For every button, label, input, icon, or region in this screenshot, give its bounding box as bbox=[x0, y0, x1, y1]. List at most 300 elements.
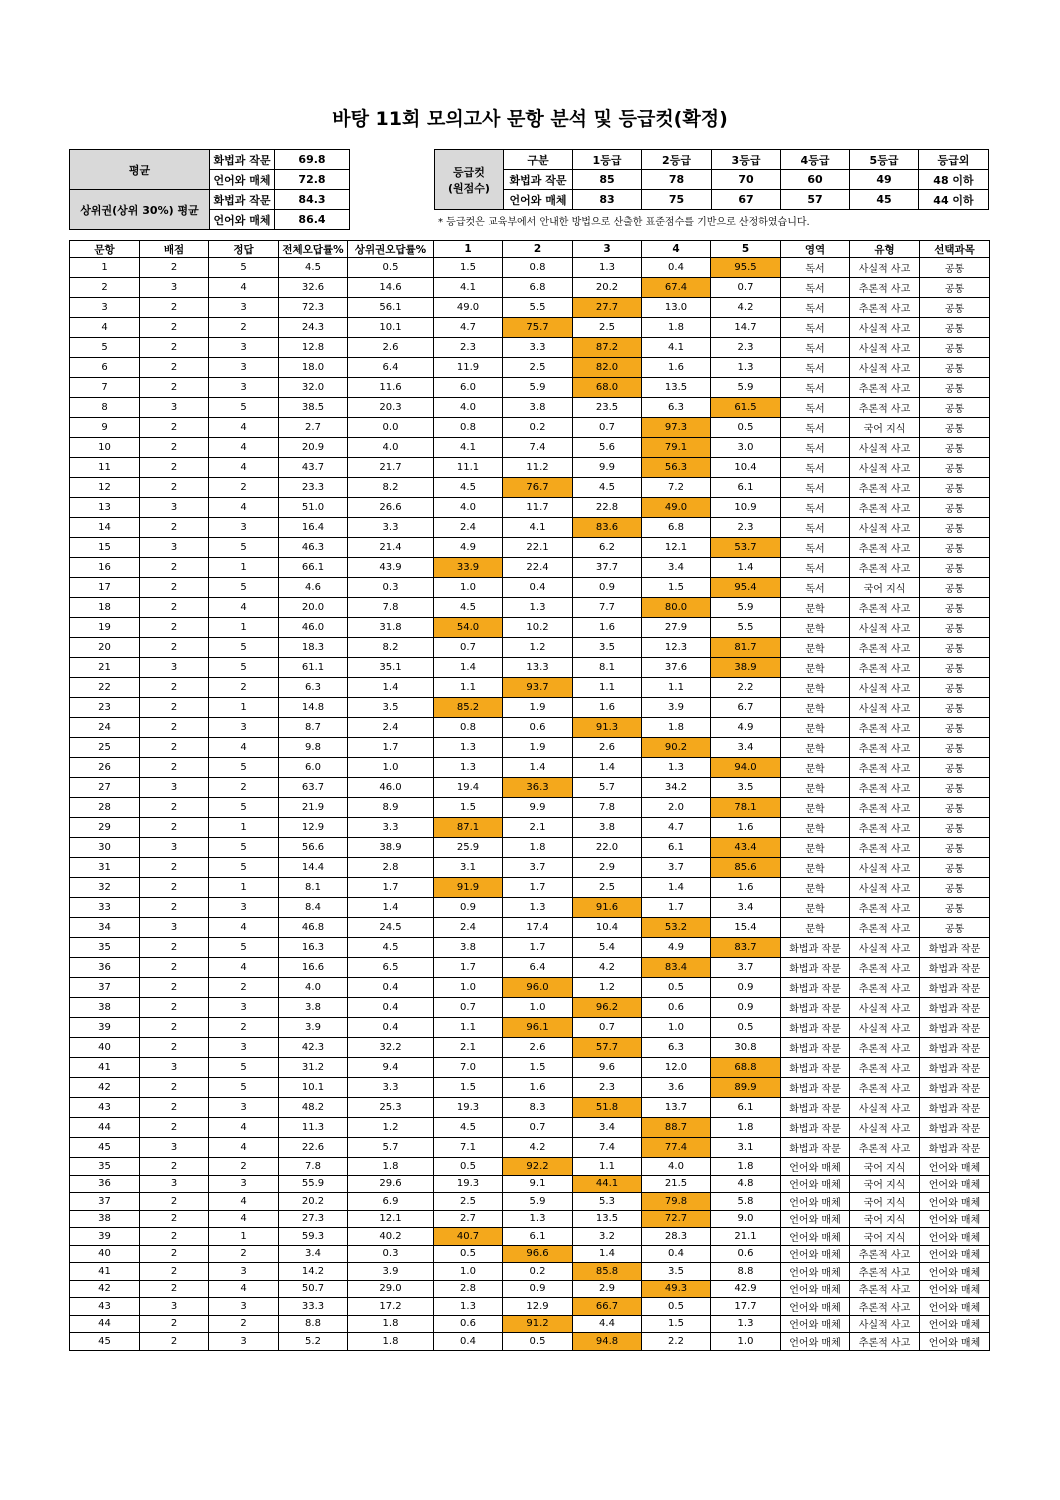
table-cell: 6.8 bbox=[503, 278, 573, 298]
table-cell: 0.5 bbox=[348, 258, 434, 278]
table-row bbox=[70, 998, 990, 1018]
table-cell: 9.8 bbox=[279, 738, 348, 758]
table-cell: 0.7 bbox=[503, 1118, 573, 1138]
table-cell: 2 bbox=[140, 1118, 209, 1138]
table-cell: 35.1 bbox=[348, 658, 434, 678]
table-cell: 4 bbox=[209, 598, 279, 618]
table-cell: 문학 bbox=[781, 598, 850, 618]
table-cell: 2 bbox=[140, 998, 209, 1018]
table-cell: 6.3 bbox=[642, 1038, 711, 1058]
table-row bbox=[70, 278, 990, 298]
table-cell: 6.0 bbox=[434, 378, 503, 398]
table-cell: 1.7 bbox=[434, 958, 503, 978]
table-cell: 39 bbox=[70, 1018, 140, 1038]
table-cell: 4.6 bbox=[279, 578, 348, 598]
table-cell: 4 bbox=[209, 918, 279, 938]
table-cell: 22.1 bbox=[503, 538, 573, 558]
table-cell: 언어와 매체 bbox=[920, 1263, 990, 1281]
table-cell: 9.0 bbox=[711, 1210, 781, 1228]
table-cell: 2 bbox=[140, 898, 209, 918]
table-cell: 1.4 bbox=[503, 758, 573, 778]
table-cell: 12 bbox=[70, 478, 140, 498]
table-cell: 4.2 bbox=[711, 298, 781, 318]
table-cell: 언어와 매체 bbox=[920, 1245, 990, 1263]
table-cell: 2 bbox=[140, 258, 209, 278]
table-cell: 30.8 bbox=[711, 1038, 781, 1058]
table-cell: 3.6 bbox=[642, 1078, 711, 1098]
table-cell: 사실적 사고 bbox=[850, 1118, 920, 1138]
table-cell: 24 bbox=[70, 718, 140, 738]
table-cell: 26.6 bbox=[348, 498, 434, 518]
table-cell: 2 bbox=[140, 1078, 209, 1098]
table-row bbox=[70, 918, 990, 938]
table-cell: 5 bbox=[209, 838, 279, 858]
table-cell: 4 bbox=[209, 278, 279, 298]
table-cell: 4 bbox=[209, 738, 279, 758]
table-cell: 2.5 bbox=[573, 878, 642, 898]
table-cell: 언어와 매체 bbox=[781, 1228, 850, 1246]
table-cell: 공통 bbox=[920, 398, 990, 418]
table-cell: 31 bbox=[70, 858, 140, 878]
cut-cell: 78 bbox=[642, 170, 712, 190]
table-cell: 6 bbox=[70, 358, 140, 378]
table-cell: 91.9 bbox=[434, 878, 503, 898]
table-cell: 5 bbox=[209, 858, 279, 878]
cut-cell: 44 이하 bbox=[919, 190, 989, 210]
table-cell: 2 bbox=[140, 598, 209, 618]
table-cell: 46.8 bbox=[279, 918, 348, 938]
table-cell: 19.4 bbox=[434, 778, 503, 798]
table-cell: 2 bbox=[209, 318, 279, 338]
column-header: 정답 bbox=[209, 241, 279, 258]
table-cell: 29.0 bbox=[348, 1280, 434, 1298]
table-cell: 2.6 bbox=[503, 1038, 573, 1058]
table-cell: 추론적 사고 bbox=[850, 738, 920, 758]
table-cell: 6.9 bbox=[348, 1193, 434, 1211]
top-average-b-value: 86.4 bbox=[275, 210, 350, 230]
table-cell: 0.3 bbox=[348, 1245, 434, 1263]
grade-cut-note: * 등급컷은 교육부에서 안내한 방법으로 산출한 표준점수를 기반으로 산정하였습니다. bbox=[438, 217, 810, 228]
table-cell: 21.4 bbox=[348, 538, 434, 558]
table-cell: 8.2 bbox=[348, 638, 434, 658]
table-cell: 1.2 bbox=[503, 638, 573, 658]
table-cell: 2 bbox=[140, 1263, 209, 1281]
table-cell: 3.7 bbox=[711, 958, 781, 978]
table-cell: 35 bbox=[70, 1158, 140, 1176]
table-cell: 12.9 bbox=[279, 818, 348, 838]
table-cell: 2.1 bbox=[503, 818, 573, 838]
table-cell: 3.5 bbox=[642, 1263, 711, 1281]
table-cell: 언어와 매체 bbox=[781, 1175, 850, 1193]
table-cell: 32.0 bbox=[279, 378, 348, 398]
table-cell: 44.1 bbox=[573, 1175, 642, 1193]
table-cell: 1.1 bbox=[434, 678, 503, 698]
table-cell: 35 bbox=[70, 938, 140, 958]
table-cell: 화법과 작문 bbox=[920, 1138, 990, 1158]
table-cell: 14.6 bbox=[348, 278, 434, 298]
table-cell: 5.2 bbox=[279, 1333, 348, 1351]
table-cell: 3 bbox=[209, 518, 279, 538]
table-cell: 5.6 bbox=[573, 438, 642, 458]
table-cell: 4.0 bbox=[642, 1158, 711, 1176]
table-cell: 56.1 bbox=[348, 298, 434, 318]
table-cell: 8.7 bbox=[279, 718, 348, 738]
table-row bbox=[70, 1280, 990, 1298]
table-cell: 9.4 bbox=[348, 1058, 434, 1078]
table-cell: 6.4 bbox=[503, 958, 573, 978]
table-cell: 49.0 bbox=[434, 298, 503, 318]
table-cell: 77.4 bbox=[642, 1138, 711, 1158]
table-cell: 6.3 bbox=[642, 398, 711, 418]
table-cell: 31.2 bbox=[279, 1058, 348, 1078]
table-cell: 추론적 사고 bbox=[850, 1280, 920, 1298]
table-cell: 4.1 bbox=[642, 338, 711, 358]
table-cell: 43.9 bbox=[348, 558, 434, 578]
table-cell: 3.9 bbox=[642, 698, 711, 718]
table-cell: 추론적 사고 bbox=[850, 798, 920, 818]
table-cell: 공통 bbox=[920, 518, 990, 538]
table-cell: 0.9 bbox=[573, 578, 642, 598]
table-cell: 13.5 bbox=[642, 378, 711, 398]
table-cell: 0.7 bbox=[573, 1018, 642, 1038]
table-row bbox=[70, 1098, 990, 1118]
table-cell: 32.2 bbox=[348, 1038, 434, 1058]
table-cell: 6.4 bbox=[348, 358, 434, 378]
table-cell: 2 bbox=[209, 978, 279, 998]
table-cell: 20.3 bbox=[348, 398, 434, 418]
table-cell: 16.3 bbox=[279, 938, 348, 958]
table-row bbox=[70, 1158, 990, 1176]
table-cell: 2 bbox=[140, 698, 209, 718]
table-cell: 언어와 매체 bbox=[920, 1175, 990, 1193]
table-cell: 9.6 bbox=[573, 1058, 642, 1078]
table-cell: 4.0 bbox=[434, 498, 503, 518]
table-cell: 0.5 bbox=[642, 1298, 711, 1316]
table-cell: 1.2 bbox=[348, 1118, 434, 1138]
table-cell: 추론적 사고 bbox=[850, 598, 920, 618]
table-cell: 6.1 bbox=[711, 1098, 781, 1118]
table-cell: 25.9 bbox=[434, 838, 503, 858]
table-cell: 4.9 bbox=[711, 718, 781, 738]
table-cell: 2.8 bbox=[348, 858, 434, 878]
table-cell: 44 bbox=[70, 1315, 140, 1333]
table-cell: 15 bbox=[70, 538, 140, 558]
table-cell: 8 bbox=[70, 398, 140, 418]
table-cell: 문학 bbox=[781, 638, 850, 658]
table-cell: 5.7 bbox=[348, 1138, 434, 1158]
table-cell: 1.3 bbox=[711, 1315, 781, 1333]
table-cell: 31.8 bbox=[348, 618, 434, 638]
table-cell: 4 bbox=[209, 1210, 279, 1228]
table-cell: 화법과 작문 bbox=[920, 998, 990, 1018]
table-cell: 1.7 bbox=[642, 898, 711, 918]
table-cell: 화법과 작문 bbox=[920, 978, 990, 998]
table-cell: 5 bbox=[209, 258, 279, 278]
table-row bbox=[70, 938, 990, 958]
table-cell: 1.0 bbox=[711, 1333, 781, 1351]
table-cell: 사실적 사고 bbox=[850, 458, 920, 478]
table-cell: 2.4 bbox=[434, 518, 503, 538]
table-cell: 국어 지식 bbox=[850, 1210, 920, 1228]
table-cell: 화법과 작문 bbox=[781, 1058, 850, 1078]
table-cell: 40.7 bbox=[434, 1228, 503, 1246]
table-cell: 66.1 bbox=[279, 558, 348, 578]
table-cell: 2.4 bbox=[434, 918, 503, 938]
table-cell: 22 bbox=[70, 678, 140, 698]
table-cell: 3.1 bbox=[711, 1138, 781, 1158]
table-cell: 3 bbox=[70, 298, 140, 318]
table-cell: 32.6 bbox=[279, 278, 348, 298]
table-cell: 9.1 bbox=[503, 1175, 573, 1193]
table-cell: 1.8 bbox=[711, 1158, 781, 1176]
table-cell: 53.2 bbox=[642, 918, 711, 938]
table-cell: 3.3 bbox=[503, 338, 573, 358]
table-cell: 국어 지식 bbox=[850, 1228, 920, 1246]
table-cell: 5 bbox=[70, 338, 140, 358]
table-cell: 23.3 bbox=[279, 478, 348, 498]
table-cell: 3.1 bbox=[434, 858, 503, 878]
table-cell: 1.8 bbox=[642, 718, 711, 738]
table-cell: 28.3 bbox=[642, 1228, 711, 1246]
table-cell: 6.5 bbox=[348, 958, 434, 978]
table-cell: 독서 bbox=[781, 258, 850, 278]
table-cell: 2.2 bbox=[711, 678, 781, 698]
table-cell: 9.9 bbox=[573, 458, 642, 478]
table-cell: 4 bbox=[209, 1138, 279, 1158]
table-cell: 2 bbox=[140, 1280, 209, 1298]
table-cell: 5 bbox=[209, 538, 279, 558]
table-cell: 추론적 사고 bbox=[850, 298, 920, 318]
table-cell: 공통 bbox=[920, 818, 990, 838]
table-cell: 96.0 bbox=[503, 978, 573, 998]
table-cell: 11 bbox=[70, 458, 140, 478]
table-cell: 사실적 사고 bbox=[850, 358, 920, 378]
table-cell: 2.3 bbox=[434, 338, 503, 358]
table-cell: 2 bbox=[140, 1333, 209, 1351]
table-cell: 4.7 bbox=[434, 318, 503, 338]
table-cell: 2 bbox=[140, 738, 209, 758]
table-cell: 0.0 bbox=[348, 418, 434, 438]
table-cell: 2.2 bbox=[642, 1333, 711, 1351]
table-cell: 43.7 bbox=[279, 458, 348, 478]
table-row bbox=[70, 758, 990, 778]
table-cell: 1.0 bbox=[642, 1018, 711, 1038]
table-cell: 사실적 사고 bbox=[850, 1315, 920, 1333]
table-cell: 61.1 bbox=[279, 658, 348, 678]
table-cell: 1.8 bbox=[348, 1333, 434, 1351]
table-cell: 2 bbox=[140, 518, 209, 538]
table-cell: 33.9 bbox=[434, 558, 503, 578]
table-cell: 15.4 bbox=[711, 918, 781, 938]
table-row bbox=[70, 578, 990, 598]
table-cell: 0.5 bbox=[434, 1245, 503, 1263]
table-cell: 1.0 bbox=[434, 978, 503, 998]
table-row bbox=[70, 558, 990, 578]
table-cell: 2.3 bbox=[573, 1078, 642, 1098]
table-cell: 87.2 bbox=[573, 338, 642, 358]
table-cell: 1.1 bbox=[573, 678, 642, 698]
table-cell: 91.2 bbox=[503, 1315, 573, 1333]
table-cell: 2 bbox=[140, 438, 209, 458]
subject-b-label: 언어와 매체 bbox=[210, 170, 275, 190]
table-cell: 화법과 작문 bbox=[781, 1078, 850, 1098]
table-cell: 59.3 bbox=[279, 1228, 348, 1246]
table-cell: 1.6 bbox=[642, 358, 711, 378]
table-cell: 4.9 bbox=[434, 538, 503, 558]
table-cell: 2 bbox=[140, 358, 209, 378]
table-cell: 4 bbox=[70, 318, 140, 338]
table-cell: 4 bbox=[209, 1280, 279, 1298]
table-row bbox=[70, 818, 990, 838]
table-cell: 66.7 bbox=[573, 1298, 642, 1316]
table-cell: 3 bbox=[209, 898, 279, 918]
table-cell: 24.3 bbox=[279, 318, 348, 338]
table-row bbox=[70, 738, 990, 758]
table-cell: 1.2 bbox=[573, 978, 642, 998]
table-cell: 8.3 bbox=[503, 1098, 573, 1118]
table-cell: 3 bbox=[209, 998, 279, 1018]
table-row bbox=[70, 258, 990, 278]
table-cell: 2.7 bbox=[279, 418, 348, 438]
table-row bbox=[70, 978, 990, 998]
table-cell: 사실적 사고 bbox=[850, 518, 920, 538]
table-cell: 1.6 bbox=[711, 878, 781, 898]
table-cell: 추론적 사고 bbox=[850, 478, 920, 498]
table-cell: 공통 bbox=[920, 838, 990, 858]
table-cell: 1.4 bbox=[711, 558, 781, 578]
table-cell: 추론적 사고 bbox=[850, 538, 920, 558]
table-cell: 12.8 bbox=[279, 338, 348, 358]
table-cell: 2 bbox=[70, 278, 140, 298]
table-cell: 48.2 bbox=[279, 1098, 348, 1118]
table-cell: 16 bbox=[70, 558, 140, 578]
table-cell: 공통 bbox=[920, 898, 990, 918]
table-cell: 40.2 bbox=[348, 1228, 434, 1246]
table-cell: 사실적 사고 bbox=[850, 858, 920, 878]
table-cell: 51.8 bbox=[573, 1098, 642, 1118]
table-cell: 공통 bbox=[920, 418, 990, 438]
table-cell: 6.0 bbox=[279, 758, 348, 778]
table-cell: 0.8 bbox=[503, 258, 573, 278]
table-cell: 공통 bbox=[920, 438, 990, 458]
table-cell: 8.4 bbox=[279, 898, 348, 918]
table-cell: 1.8 bbox=[348, 1158, 434, 1176]
table-cell: 17.4 bbox=[503, 918, 573, 938]
table-cell: 72.7 bbox=[642, 1210, 711, 1228]
table-cell: 37.7 bbox=[573, 558, 642, 578]
table-cell: 21.1 bbox=[711, 1228, 781, 1246]
table-row bbox=[70, 1078, 990, 1098]
cut-cell: 45 bbox=[850, 190, 919, 210]
column-header: 4 bbox=[642, 241, 711, 258]
table-cell: 3.0 bbox=[711, 438, 781, 458]
table-cell: 3.8 bbox=[434, 938, 503, 958]
table-cell: 2.3 bbox=[711, 338, 781, 358]
table-cell: 독서 bbox=[781, 538, 850, 558]
table-cell: 63.7 bbox=[279, 778, 348, 798]
table-cell: 언어와 매체 bbox=[781, 1245, 850, 1263]
table-cell: 7 bbox=[70, 378, 140, 398]
subject-b-label: 언어와 매체 bbox=[210, 210, 275, 230]
table-cell: 3.8 bbox=[573, 818, 642, 838]
table-cell: 38.9 bbox=[711, 658, 781, 678]
table-cell: 화법과 작문 bbox=[781, 978, 850, 998]
column-header: 상위권오답률% bbox=[348, 241, 434, 258]
table-cell: 13.7 bbox=[642, 1098, 711, 1118]
table-cell: 1.9 bbox=[503, 698, 573, 718]
table-cell: 3.3 bbox=[348, 1078, 434, 1098]
table-cell: 2.5 bbox=[434, 1193, 503, 1211]
table-cell: 1.0 bbox=[503, 998, 573, 1018]
table-cell: 1.7 bbox=[503, 938, 573, 958]
table-cell: 13.5 bbox=[573, 1210, 642, 1228]
table-cell: 언어와 매체 bbox=[920, 1158, 990, 1176]
table-cell: 5 bbox=[209, 938, 279, 958]
table-cell: 화법과 작문 bbox=[920, 938, 990, 958]
table-cell: 1 bbox=[209, 1228, 279, 1246]
table-cell: 18 bbox=[70, 598, 140, 618]
table-cell: 3.8 bbox=[279, 998, 348, 1018]
table-cell: 4 bbox=[209, 438, 279, 458]
table-cell: 0.4 bbox=[348, 1018, 434, 1038]
table-cell: 4.5 bbox=[434, 478, 503, 498]
table-cell: 13 bbox=[70, 498, 140, 518]
table-cell: 7.7 bbox=[573, 598, 642, 618]
table-cell: 0.5 bbox=[503, 1333, 573, 1351]
table-cell: 41 bbox=[70, 1263, 140, 1281]
table-cell: 68.0 bbox=[573, 378, 642, 398]
table-cell: 26 bbox=[70, 758, 140, 778]
table-cell: 공통 bbox=[920, 758, 990, 778]
table-cell: 12.0 bbox=[642, 1058, 711, 1078]
table-cell: 5.9 bbox=[711, 378, 781, 398]
table-cell: 1.3 bbox=[503, 1210, 573, 1228]
table-cell: 공통 bbox=[920, 618, 990, 638]
table-cell: 1.8 bbox=[642, 318, 711, 338]
table-cell: 사실적 사고 bbox=[850, 678, 920, 698]
table-cell: 10.1 bbox=[279, 1078, 348, 1098]
table-cell: 화법과 작문 bbox=[781, 998, 850, 1018]
cut-cell: 49 bbox=[850, 170, 919, 190]
table-cell: 언어와 매체 bbox=[781, 1193, 850, 1211]
table-cell: 공통 bbox=[920, 678, 990, 698]
table-cell: 공통 bbox=[920, 278, 990, 298]
table-cell: 독서 bbox=[781, 558, 850, 578]
table-cell: 6.3 bbox=[279, 678, 348, 698]
table-cell: 4.2 bbox=[503, 1138, 573, 1158]
table-cell: 23.5 bbox=[573, 398, 642, 418]
table-cell: 독서 bbox=[781, 458, 850, 478]
table-cell: 18.0 bbox=[279, 358, 348, 378]
table-cell: 1.4 bbox=[573, 758, 642, 778]
table-cell: 87.1 bbox=[434, 818, 503, 838]
table-cell: 37 bbox=[70, 1193, 140, 1211]
table-cell: 3.7 bbox=[642, 858, 711, 878]
table-cell: 3 bbox=[209, 1098, 279, 1118]
table-cell: 1.9 bbox=[503, 738, 573, 758]
table-cell: 국어 지식 bbox=[850, 418, 920, 438]
table-cell: 1.3 bbox=[573, 258, 642, 278]
table-cell: 문학 bbox=[781, 658, 850, 678]
table-cell: 0.2 bbox=[503, 1263, 573, 1281]
table-cell: 21.5 bbox=[642, 1175, 711, 1193]
table-row bbox=[70, 1038, 990, 1058]
table-cell: 1.3 bbox=[503, 898, 573, 918]
table-cell: 2 bbox=[140, 678, 209, 698]
table-cell: 1.3 bbox=[642, 758, 711, 778]
table-cell: 2 bbox=[209, 678, 279, 698]
table-cell: 2 bbox=[140, 1098, 209, 1118]
